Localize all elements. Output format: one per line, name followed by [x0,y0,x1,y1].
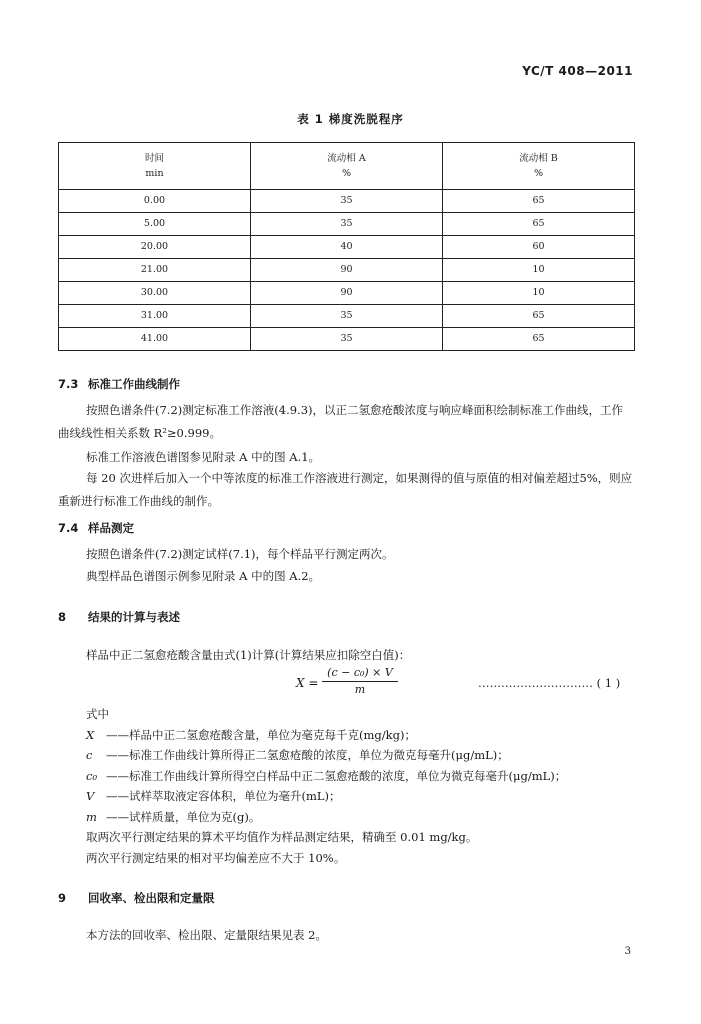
section-heading-7-3 [58,376,180,392]
definition-text: ——试样萃取液定容体积，单位为毫升(mL)； [106,789,341,803]
table-cell: 41.00 [59,328,251,351]
table-row [59,236,635,259]
paragraph: 按照色谱条件(7.2)测定标准工作溶液(4.9.3)，以正二氢愈疮酸浓度与响应峰面积绘制标准工作曲线，工作曲线线性相关系数 R²≥0.999。 [58,403,623,440]
section-number: 7.4 [58,521,79,535]
definition-text: ——试样质量，单位为克(g)。 [106,810,261,824]
section-heading-7-4 [58,520,134,536]
table-row [59,305,635,328]
column-header-mobile-phase-a [251,143,443,190]
formula-fraction [322,666,398,697]
paragraph: 两次平行测定结果的相对平均偏差应不大于 10%。 [86,851,346,865]
section-title: 标准工作曲线制作 [88,377,180,391]
table-cell: 65 [443,190,635,213]
page-number: 3 [624,946,631,957]
definition-symbol: V [86,789,95,803]
definition-text: ——样品中正二氢愈疮酸含量，单位为毫克每千克(mg/kg)； [106,728,416,742]
definition-row [86,768,566,784]
column-name: 时间 [144,153,164,164]
where-label: 式中 [86,707,109,721]
table-cell: 90 [251,282,443,305]
definition-row [86,727,416,743]
section-heading-8 [58,609,180,625]
table-cell: 65 [443,305,635,328]
table-cell: 60 [443,236,635,259]
paragraph: 取两次平行测定结果的算术平均值作为样品测定结果，精确至 0.01 mg/kg。 [86,830,478,844]
fraction-bar [322,681,398,682]
table-cell: 10 [443,282,635,305]
table-cell: 20.00 [59,236,251,259]
column-unit: % [533,168,544,179]
section-heading-9 [58,890,215,906]
table-cell: 35 [251,213,443,236]
gradient-elution-table [58,142,635,351]
column-unit: min [145,168,164,179]
table-cell: 31.00 [59,305,251,328]
column-header-time [59,143,251,190]
table-row [59,259,635,282]
column-header-mobile-phase-b [443,143,635,190]
table-cell: 5.00 [59,213,251,236]
definition-symbol: m [86,810,97,824]
table-row [59,282,635,305]
paragraph: 每 20 次进样后加入一个中等浓度的标准工作溶液进行测定，如果测得的值与原值的相对偏差超过5%，则应重新进行标准工作曲线的制作。 [58,471,633,508]
table-title: 表 1 梯度洗脱程序 [297,112,404,126]
table-cell: 65 [443,328,635,351]
section-title: 结果的计算与表述 [88,610,180,624]
standard-code: YC/T 408—2011 [522,64,633,78]
section-number: 9 [58,891,67,905]
formula-denominator: m [354,683,366,696]
table-cell: 40 [251,236,443,259]
section-number: 7.3 [58,377,79,391]
table-cell: 21.00 [59,259,251,282]
table-cell: 35 [251,190,443,213]
column-name: 流动相 A [327,153,366,164]
column-name: 流动相 B [519,153,558,164]
table-cell: 0.00 [59,190,251,213]
table-cell: 10 [443,259,635,282]
section-title: 回收率、检出限和定量限 [88,891,215,905]
table-row [59,190,635,213]
paragraph: 本方法的回收率、检出限、定量限结果见表 2。 [86,928,327,942]
definition-symbol: X [86,728,95,742]
table-row [59,328,635,351]
table-row [59,213,635,236]
paragraph: 样品中正二氢愈疮酸含量由式(1)计算(计算结果应扣除空白值)： [86,648,411,662]
table-cell: 65 [443,213,635,236]
definition-text: ——标准工作曲线计算所得正二氢愈疮酸的浓度，单位为微克每毫升(μg/mL)； [106,748,509,762]
paragraph: 标准工作溶液色谱图参见附录 A 中的图 A.1。 [86,450,321,464]
definition-row [86,788,341,804]
table-cell: 30.00 [59,282,251,305]
formula-numerator: (c − c₀) × V [327,666,393,679]
section-number: 8 [58,610,67,624]
definition-symbol: c₀ [86,769,98,783]
table-cell: 90 [251,259,443,282]
definition-row [86,747,509,763]
table-cell: 35 [251,328,443,351]
column-unit: % [341,168,352,179]
definition-text: ——标准工作曲线计算所得空白样品中正二氢愈疮酸的浓度，单位为微克每毫升(μg/mL)； [106,769,567,783]
definition-row [86,809,260,825]
definition-symbol: c [86,748,93,762]
table-header-row [59,143,635,190]
paragraph: 典型样品色谱图示例参见附录 A 中的图 A.2。 [86,569,321,583]
equation-number: ………………………… ( 1 ) [478,676,621,690]
formula-lhs: X = [296,676,319,690]
table-cell: 35 [251,305,443,328]
section-title: 样品测定 [88,521,134,535]
paragraph: 按照色谱条件(7.2)测定试样(7.1)，每个样品平行测定两次。 [86,547,394,561]
